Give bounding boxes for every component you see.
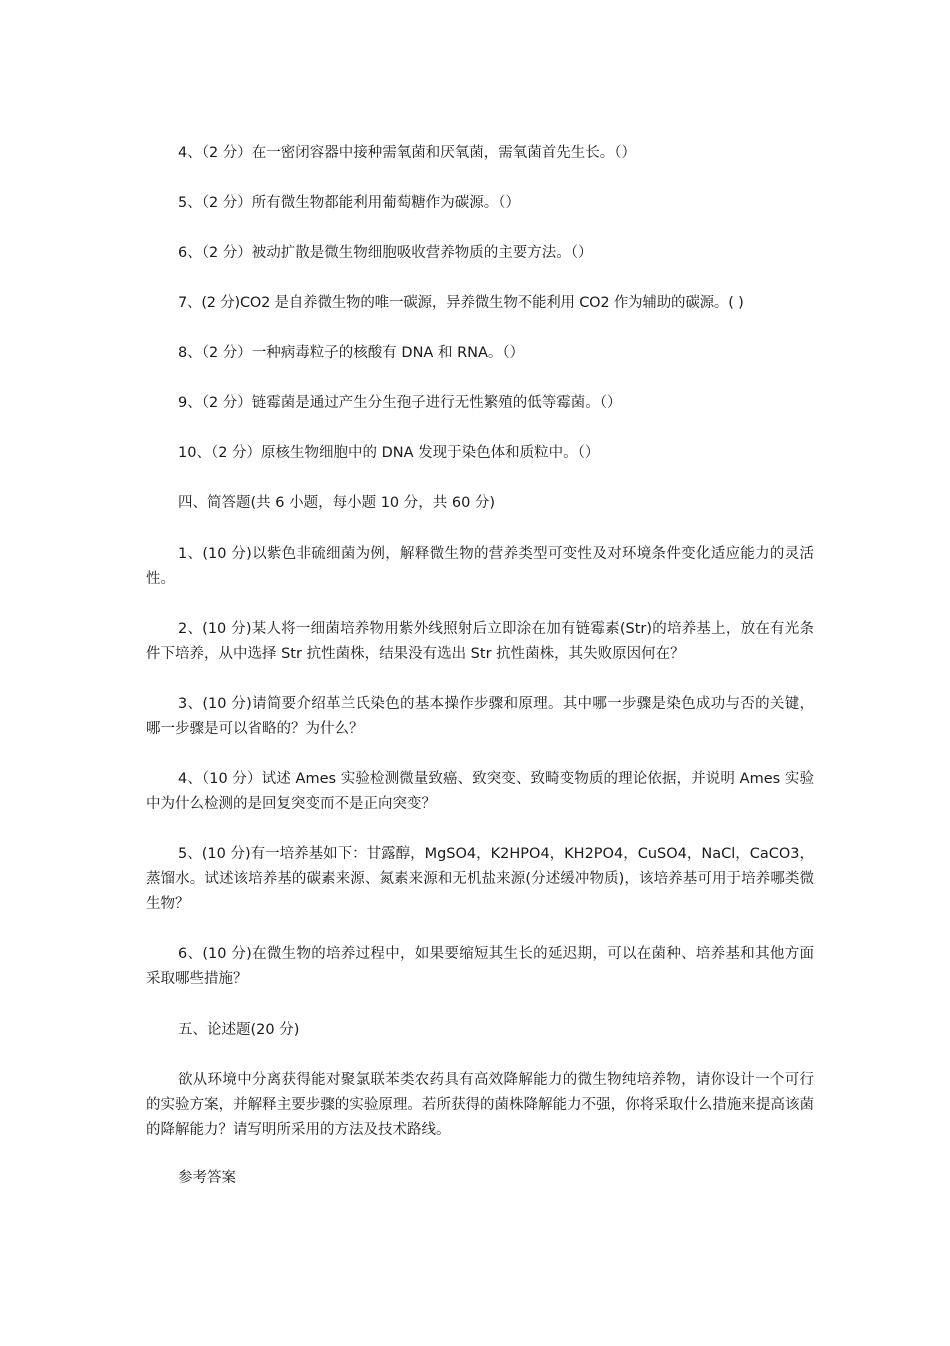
tf-question-6: 6、（2 分）被动扩散是微生物细胞吸收营养物质的主要方法。（） <box>178 245 593 261</box>
section-4-title: 四、简答题(共 6 小题，每小题 10 分，共 60 分) <box>178 495 496 511</box>
short-answer-2: 2、(10 分)某人将一细菌培养物用紫外线照射后立即涂在加有链霉素(Str)的培养基上，放在有光条件下培养，从中选择 Str 抗性菌株，结果没有选出 Str 抗性菌株，其失败原因何在？ <box>146 621 814 662</box>
short-answer-5: 5、(10 分)有一培养基如下：甘露醇，MgSO4，K2HPO4，KH2PO4，CuSO4，NaCl，CaCO3，蒸馏水。试述该培养基的碳素来源、氮素来源和无机盐来源(分述缓冲物质)，该培养基可用于培养哪类微生物？ <box>146 846 815 912</box>
essay-question: 欲从环境中分离获得能对聚氯联苯类农药具有高效降解能力的微生物纯培养物，请你设计一个可行的实验方案，并解释主要步骤的实验原理。若所获得的菌株降解能力不强，你将采取什么措施来提高该菌的降解能力？请写明所采用的方法及技术路线。 <box>146 1072 814 1138</box>
short-answer-3: 3、(10 分)请简要介绍革兰氏染色的基本操作步骤和原理。其中哪一步骤是染色成功与否的关键，哪一步骤是可以省略的？为什么？ <box>146 696 814 737</box>
tf-question-8: 8、（2 分）一种病毒粒子的核酸有 DNA 和 RNA。（） <box>178 345 525 361</box>
short-answer-4: 4、（10 分）试述 Ames 实验检测微量致癌、致突变、致畸变物质的理论依据，并说明 Ames 实验中为什么检测的是回复突变而不是正向突变？ <box>146 771 814 812</box>
answers-heading: 参考答案 <box>178 1170 236 1186</box>
tf-question-9: 9、（2 分）链霉菌是通过产生分生孢子进行无性繁殖的低等霉菌。（） <box>178 395 622 411</box>
tf-question-10: 10、（2 分）原核生物细胞中的 DNA 发现于染色体和质粒中。（） <box>178 445 600 461</box>
short-answer-6: 6、(10 分)在微生物的培养过程中，如果要缩短其生长的延迟期，可以在菌种、培养基和其他方面采取哪些措施？ <box>146 946 814 987</box>
short-answer-1: 1、(10 分)以紫色非硫细菌为例，解释微生物的营养类型可变性及对环境条件变化适应能力的灵活性。 <box>146 546 814 587</box>
section-5-title: 五、论述题(20 分) <box>178 1022 300 1038</box>
tf-question-7: 7、(2 分)CO2 是自养微生物的唯一碳源，异养微生物不能利用 CO2 作为辅助的碳源。( ) <box>178 295 744 311</box>
tf-question-5: 5、（2 分）所有微生物都能利用葡萄糖作为碳源。（） <box>178 195 521 211</box>
tf-question-4: 4、（2 分）在一密闭容器中接种需氧菌和厌氧菌，需氧菌首先生长。（） <box>178 145 637 161</box>
